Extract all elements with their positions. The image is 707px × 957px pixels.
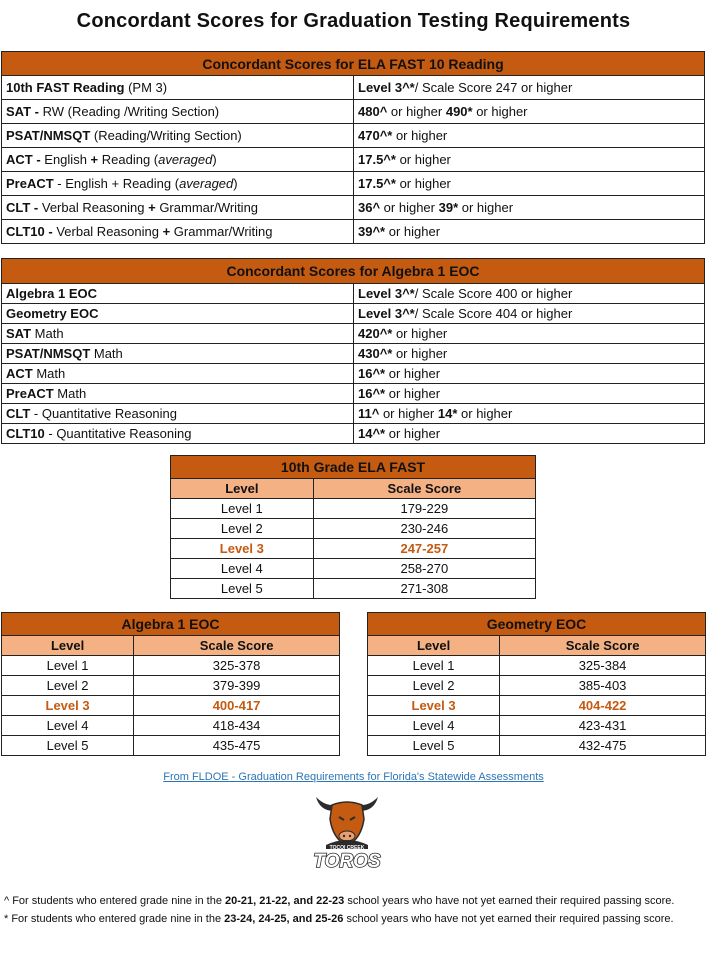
table-row: Geometry EOC Level 3^*/ Scale Score 404 or higher	[2, 304, 705, 324]
table-row: Level 3 400-417	[2, 696, 340, 716]
table-row: ACT Math 16^* or higher	[2, 364, 705, 384]
table-row: Level 3 404-422	[368, 696, 706, 716]
table-row: Level 4 258-270	[171, 559, 536, 579]
geometry-eoc-levels-table: Geometry EOC Level Scale Score Level 1 325-384 Level 2 385-403 Level 3 404-422 Level 4 423-431 Level 5 432-475	[367, 612, 706, 756]
table-row: PSAT/NMSQT Math 430^* or higher	[2, 344, 705, 364]
fldoe-source-link[interactable]: From FLDOE - Graduation Requirements for Florida's Statewide Assessments	[163, 771, 544, 783]
table-row: SAT - RW (Reading /Writing Section) 480^ or higher 490* or higher	[2, 100, 705, 124]
table-row: Level 2 379-399	[2, 676, 340, 696]
table-row: Level 5 432-475	[368, 736, 706, 756]
ela-concordant-table	[1, 51, 705, 244]
table-row: Level 4 423-431	[368, 716, 706, 736]
table-row: Level 1 325-384	[368, 656, 706, 676]
table-row: Level 2 385-403	[368, 676, 706, 696]
table-row: PreACT Math 16^* or higher	[2, 384, 705, 404]
table-row: SAT Math 420^* or higher	[2, 324, 705, 344]
table-row: CLT10 - Verbal Reasoning + Grammar/Writing 39^* or higher	[2, 220, 705, 244]
svg-text:TOROS: TOROS	[313, 851, 381, 872]
table-row: Level 1 325-378	[2, 656, 340, 676]
algebra-eoc-levels-table: Algebra 1 EOC Level Scale Score Level 1 325-378 Level 2 379-399 Level 3 400-417 Level 4 418-434 Level 5 435-475	[1, 612, 340, 756]
footnote-asterisk: * For students who entered grade nine in the 23-24, 24-25, and 25-26 school years who have not yet earned their required passing score.	[4, 913, 674, 925]
algebra-concordant-table	[1, 258, 705, 444]
table-row: 10th FAST Reading (PM 3) Level 3^*/ Scale Score 247 or higher	[2, 76, 705, 100]
table-row: PSAT/NMSQT (Reading/Writing Section) 470^* or higher	[2, 124, 705, 148]
table-header: Geometry EOC	[368, 613, 706, 636]
table-row: CLT10 - Quantitative Reasoning 14^* or higher	[2, 424, 705, 444]
table-row: CLT - Quantitative Reasoning 11^ or higher 14* or higher	[2, 404, 705, 424]
table-row: PreACT - English + Reading (averaged) 17.5^* or higher	[2, 172, 705, 196]
table-row: Level 2 230-246	[171, 519, 536, 539]
table-header: Concordant Scores for ELA FAST 10 Reading	[2, 52, 705, 76]
table-header: 10th Grade ELA FAST	[171, 456, 536, 479]
table-row: CLT - Verbal Reasoning + Grammar/Writing 36^ or higher 39* or higher	[2, 196, 705, 220]
table-row: Level 5 271-308	[171, 579, 536, 599]
svg-text:TOCOI CREEK: TOCOI CREEK	[329, 845, 365, 851]
table-header: Algebra 1 EOC	[2, 613, 340, 636]
page-title: Concordant Scores for Graduation Testing Requirements	[76, 10, 631, 32]
table-row: Level 3 247-257	[171, 539, 536, 559]
table-row: Level 1 179-229	[171, 499, 536, 519]
table-header: Concordant Scores for Algebra 1 EOC	[2, 259, 705, 284]
ela-fast-levels-table: 10th Grade ELA FAST Level Scale Score Level 1 179-229 Level 2 230-246 Level 3 247-257 Level 4 258-270 Level 5 271-308	[170, 455, 536, 599]
table-row: Level 4 418-434	[2, 716, 340, 736]
footnote-caret: ^ For students who entered grade nine in the 20-21, 21-22, and 22-23 school years who have not yet earned their required passing score.	[4, 895, 675, 907]
table-row: Algebra 1 EOC Level 3^*/ Scale Score 400 or higher	[2, 284, 705, 304]
table-row: Level 5 435-475	[2, 736, 340, 756]
toros-logo-icon	[306, 787, 388, 873]
table-row: ACT - English + Reading (averaged) 17.5^* or higher	[2, 148, 705, 172]
